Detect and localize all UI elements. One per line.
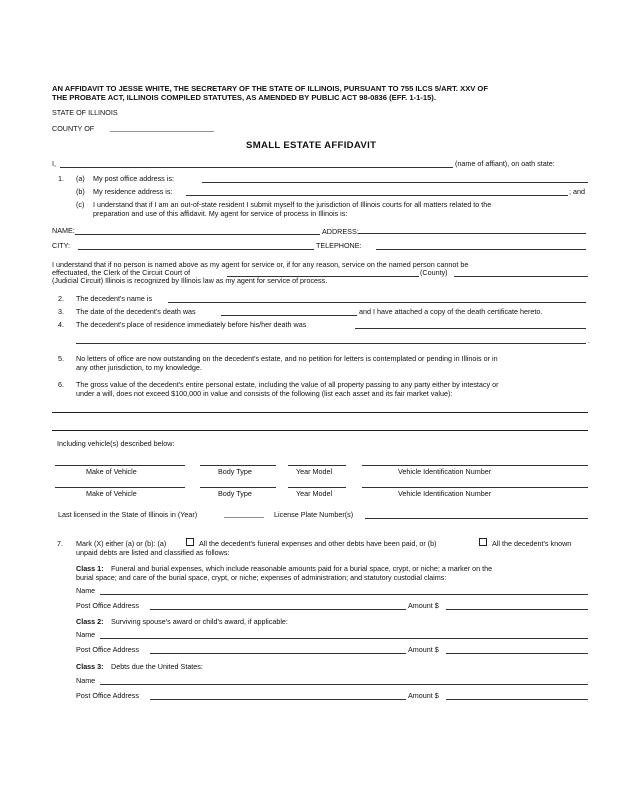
plate-number-line[interactable]: [365, 518, 588, 519]
form-title: SMALL ESTATE AFFIDAVIT: [246, 140, 377, 151]
vehicle-header2-body: Body Type: [218, 489, 252, 498]
agent-telephone-line[interactable]: [376, 249, 586, 250]
class1-amount-label: Amount $: [408, 601, 439, 610]
item1b-text: My residence address is:: [93, 187, 173, 196]
item5-line2: any other jurisdiction, to my knowledge.: [76, 363, 202, 372]
item6-line2: under a will, does not exceed $100,000 in value and consists of the following (list each asset and its fair market value):: [76, 389, 453, 398]
item1c-label: (c): [76, 200, 85, 209]
vehicle2-body-line[interactable]: [200, 487, 276, 488]
death-date-line[interactable]: [221, 315, 357, 316]
residence-address-line[interactable]: [186, 195, 568, 196]
vehicle2-vin-line[interactable]: [362, 487, 588, 488]
vehicles-intro: Including vehicle(s) described below:: [57, 439, 175, 448]
licensed-year-blank[interactable]: __________: [224, 509, 264, 518]
option-a-checkbox[interactable]: [186, 538, 194, 546]
vehicle1-vin-line[interactable]: [362, 465, 588, 466]
vehicle-header2-make: Make of Vehicle: [86, 489, 137, 498]
item3-number: 3.: [58, 307, 64, 316]
class3-name-line[interactable]: [100, 684, 588, 685]
class3-po-label: Post Office Address: [76, 691, 139, 700]
plate-label: License Plate Number(s): [274, 510, 354, 519]
vehicle-header2-vin: Vehicle Identification Number: [398, 489, 492, 498]
item1a-text: My post office address is:: [93, 174, 174, 183]
class1-line2: burial space; and care of the burial space, crypt, or niche; expenses of administration; and statutory custodial claims:: [76, 573, 447, 582]
item7-line2: unpaid debts are listed and classified as follows:: [76, 548, 230, 557]
item7-line1c: All the decedent's known: [492, 539, 572, 548]
item4-end: .: [588, 336, 590, 345]
item4-number: 4.: [58, 320, 64, 329]
class2-po-label: Post Office Address: [76, 645, 139, 654]
vehicle1-make-line[interactable]: [55, 465, 185, 466]
agent-name-line[interactable]: [75, 234, 320, 235]
agent-telephone-label: TELEPHONE:: [316, 241, 362, 250]
item3-text: The date of the decedent's death was: [76, 307, 196, 316]
class2-text: Surviving spouse's award or child's award, if applicable:: [111, 617, 288, 626]
county-blank[interactable]: __________________________: [110, 123, 214, 132]
affiant-name-line[interactable]: [60, 167, 453, 168]
header-line-1: AN AFFIDAVIT TO JESSE WHITE, THE SECRETARY OF THE STATE OF ILLINOIS, PURSUANT TO 755 ILCS 5/ART. XXV OF: [52, 84, 488, 93]
class2-name-line[interactable]: [100, 638, 588, 639]
vehicle1-body-line[interactable]: [200, 465, 276, 466]
post-office-address-line[interactable]: [202, 182, 588, 183]
agent-address-label: ADDRESS:: [322, 227, 359, 236]
item2-number: 2.: [58, 294, 64, 303]
item1b-end: ; and: [569, 187, 585, 196]
class1-name-line[interactable]: [100, 594, 588, 595]
class1-label: Class 1:: [76, 564, 104, 573]
item7-number: 7.: [57, 539, 63, 548]
class3-text: Debts due the United States:: [111, 662, 203, 671]
item7-line1a: Mark (X) either (a) or (b): (a): [76, 539, 167, 548]
vehicle2-make-line[interactable]: [55, 487, 185, 488]
vehicle-header-year: Year Model: [296, 467, 333, 476]
class3-amount-label: Amount $: [408, 691, 439, 700]
class1-name-label: Name: [76, 586, 96, 595]
item2-text: The decedent's name is: [76, 294, 153, 303]
residence-before-death-line[interactable]: [355, 328, 586, 329]
item1a-label: (a): [76, 174, 85, 183]
item1-number: 1.: [58, 174, 64, 183]
item5-line1: No letters of office are now outstanding on the decedent's estate, and no petition for letters is contemplated or pending in Illinois or in: [76, 354, 498, 363]
vehicle-header-body: Body Type: [218, 467, 252, 476]
asset-line-1[interactable]: [52, 412, 588, 413]
class3-label: Class 3:: [76, 662, 104, 671]
header-line-2: THE PROBATE ACT, ILLINOIS COMPILED STATUTES, AS AMENDED BY PUBLIC ACT 98-0836 (EFF. 1-1-15).: [52, 93, 436, 102]
item1c-line2: preparation and use of this affidavit. My agent for service of process in Illinois is:: [93, 209, 348, 218]
agent-address-line[interactable]: [358, 233, 586, 234]
intro-i: I,: [52, 159, 56, 168]
item5-number: 5.: [58, 354, 64, 363]
item6-line1: The gross value of the decedent's entire personal estate, including the value of all property passing to any party either by intestacy or: [76, 380, 499, 389]
understand-line-2a: effectuated, the Clerk of the Circuit Court of: [52, 268, 191, 277]
item3-suffix: and I have attached a copy of the death certificate hereto.: [359, 307, 543, 316]
class3-name-label: Name: [76, 676, 96, 685]
class1-po-line[interactable]: [150, 609, 406, 610]
licensed-label: Last licensed in the State of Illinois in (Year): [58, 510, 198, 519]
class2-amount-label: Amount $: [408, 645, 439, 654]
intro-suffix: (name of affiant), on oath state:: [455, 159, 555, 168]
item6-number: 6.: [58, 380, 64, 389]
agent-city-line[interactable]: [78, 249, 314, 250]
item1b-label: (b): [76, 187, 85, 196]
county-label: COUNTY OF: [52, 124, 95, 133]
residence-before-death-line-2[interactable]: [76, 343, 586, 344]
class2-po-line[interactable]: [150, 653, 406, 654]
class2-label: Class 2:: [76, 617, 104, 626]
decedent-name-line[interactable]: [168, 302, 586, 303]
vehicle1-year-line[interactable]: [288, 465, 346, 466]
class3-po-line[interactable]: [150, 699, 406, 700]
item7-line1b: All the decedent's funeral expenses and other debts have been paid, or (b): [199, 539, 437, 548]
understand-line-1: I understand that if no person is named above as my agent for service or, if for any reason, service on the named person cannot be: [52, 260, 469, 269]
class1-line1: Funeral and burial expenses, which include reasonable amounts paid for a burial space, crypt, or niche; a marker on the: [111, 564, 493, 573]
class2-name-label: Name: [76, 630, 96, 639]
option-b-checkbox[interactable]: [479, 538, 487, 546]
agent-city-label: CITY:: [52, 241, 70, 250]
vehicle-header2-year: Year Model: [296, 489, 333, 498]
asset-line-2[interactable]: [52, 430, 588, 431]
class2-amount-line[interactable]: [446, 653, 588, 654]
understand-line-3: (Judicial Circuit) Illinois is recognized by Illinois law as my agent for service of process.: [52, 276, 328, 285]
clerk-circuit-line[interactable]: [454, 276, 588, 277]
item1c-line1: I understand that if I am an out-of-state resident I submit myself to the jurisdiction of Illinois courts for all matters related to the: [93, 200, 492, 209]
class1-po-label: Post Office Address: [76, 601, 139, 610]
item4-text: The decedent's place of residence immediately before his/her death was: [76, 320, 307, 329]
class3-amount-line[interactable]: [446, 699, 588, 700]
class1-amount-line[interactable]: [446, 609, 588, 610]
vehicle-header-make: Make of Vehicle: [86, 467, 137, 476]
vehicle-header-vin: Vehicle Identification Number: [398, 467, 492, 476]
understand-line-2b: (County): [420, 268, 448, 277]
vehicle2-year-line[interactable]: [288, 487, 346, 488]
agent-name-label: NAME:: [52, 226, 75, 235]
state-label: STATE OF ILLINOIS: [52, 108, 118, 117]
